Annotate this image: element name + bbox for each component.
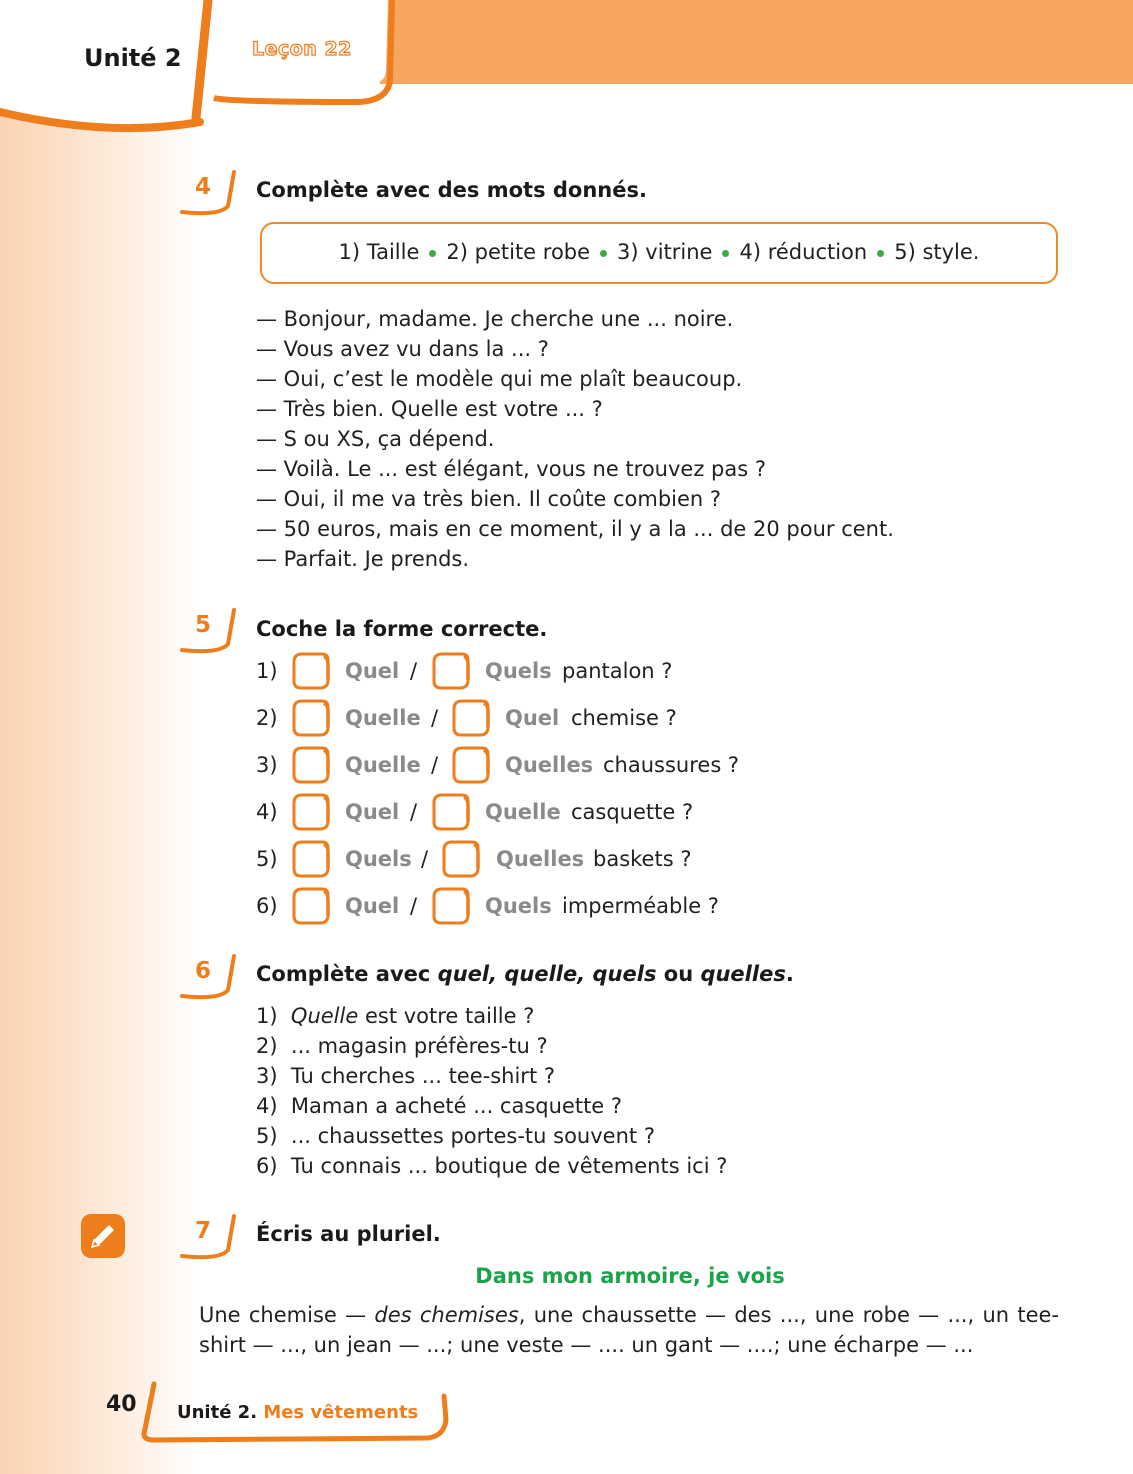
exercise-6-number-text: 6 (194, 958, 211, 984)
text-rest: , une chaussette — des ..., une robe — ..., un tee-shirt — ..., un jean — ...; une veste — .... un gant — ....; une écharpe — ... (199, 1303, 1060, 1357)
dialogue-line: — Bonjour, madame. Je cherche une ... noire. (256, 307, 734, 331)
option-1: Quelle (345, 706, 421, 730)
example-answer: des chemises (374, 1303, 519, 1327)
item-number: 6) (256, 894, 278, 918)
bullet-dot (600, 250, 607, 257)
exercise-5-instruction: Coche la forme correcte. (256, 617, 548, 641)
exercise-6-item: 4) Maman a acheté ... casquette ? (256, 1094, 623, 1118)
item-rest: casquette ? (571, 800, 694, 824)
option-1: Quel (345, 894, 400, 918)
checkbox[interactable] (432, 652, 470, 690)
checkbox[interactable] (452, 746, 490, 784)
slash: / (431, 706, 439, 730)
lesson-badge: Leçon 22 (252, 38, 352, 60)
exercise-7-number (180, 1212, 240, 1262)
exercise-5-number-text: 5 (194, 612, 211, 638)
text-start: Une chemise — (199, 1303, 375, 1327)
instruction-part: Complète avec (256, 962, 438, 986)
option-1: Quel (345, 800, 400, 824)
dialogue-line: — Oui, il me va très bien. Il coûte combien ? (256, 487, 722, 511)
instruction-italic: quel, quelle, quels (437, 962, 657, 986)
slash: / (410, 659, 418, 683)
exercise-6-item: 6) Tu connais ... boutique de vêtements ici ? (256, 1154, 728, 1178)
checkbox[interactable] (292, 699, 330, 737)
word-bank-item: 2) petite robe (446, 240, 591, 264)
option-2: Quels (485, 659, 552, 683)
item-rest: pantalon ? (562, 659, 673, 683)
instruction-part: ou (656, 962, 701, 986)
word-bank-box (260, 222, 1058, 284)
dialogue-line: — Vous avez vu dans la ... ? (256, 337, 549, 361)
dialogue-line: — Oui, c’est le modèle qui me plaît beaucoup. (256, 367, 743, 391)
bullet-dot (877, 250, 884, 257)
slash: / (410, 800, 418, 824)
choice-row (256, 887, 956, 927)
slash: / (431, 753, 439, 777)
checkbox[interactable] (292, 793, 330, 831)
exercise-4-number-text: 4 (194, 174, 211, 200)
example-answer: Quelle (290, 1004, 359, 1028)
checkbox[interactable] (292, 652, 330, 690)
dialogue-line: — S ou XS, ça dépend. (256, 427, 495, 451)
choice-row (256, 840, 956, 880)
instruction-italic: quelles (700, 962, 786, 986)
word-bank-item: 1) Taille (338, 240, 420, 264)
option-2: Quels (485, 894, 552, 918)
exercise-6-instruction (256, 962, 794, 986)
exercise-7-text (199, 1300, 1059, 1360)
bullet-dot (429, 250, 436, 257)
example-rest: est votre taille ? (358, 1004, 535, 1028)
exercise-7-number-text: 7 (194, 1218, 211, 1244)
item-number: 3) (256, 753, 278, 777)
exercise-6-item: 5) ... chaussettes portes-tu souvent ? (256, 1124, 655, 1148)
item-number: 5) (256, 847, 278, 871)
item-rest: chaussures ? (603, 753, 740, 777)
dialogue-line: — Très bien. Quelle est votre ... ? (256, 397, 603, 421)
footer-unit-label: Unité 2. (177, 1402, 264, 1423)
bullet-dot (722, 250, 729, 257)
choice-row (256, 746, 956, 786)
dialogue-line: — 50 euros, mais en ce moment, il y a la ... de 20 pour cent. (256, 517, 894, 541)
checkbox[interactable] (292, 840, 330, 878)
word-bank (262, 240, 1056, 264)
unit-number: 2 (164, 44, 182, 72)
exercise-6-item: 3) Tu cherches ... tee-shirt ? (256, 1064, 555, 1088)
word-bank-item: 3) vitrine (617, 240, 713, 264)
option-1: Quels (345, 847, 412, 871)
checkbox[interactable] (442, 840, 480, 878)
item-rest: chemise ? (571, 706, 677, 730)
exercise-5-number (180, 606, 240, 656)
item-rest: imperméable ? (562, 894, 719, 918)
word-bank-item: 5) style. (894, 240, 980, 264)
checkbox[interactable] (432, 887, 470, 925)
exercise-6-example (256, 1004, 534, 1028)
exercise-4-instruction: Complète avec des mots donnés. (256, 178, 647, 202)
choice-row (256, 699, 956, 739)
header-tabs (0, 0, 420, 140)
dialogue-line: — Parfait. Je prends. (256, 547, 470, 571)
exercise-4-number (180, 168, 240, 218)
choice-row (256, 793, 956, 833)
footer-unit-title (177, 1402, 418, 1423)
item-number: 2) (256, 706, 278, 730)
word-bank-item: 4) réduction (739, 240, 868, 264)
unit-badge (84, 44, 182, 72)
item-rest: baskets ? (593, 847, 692, 871)
item-number: 1) (256, 1004, 278, 1028)
checkbox[interactable] (292, 887, 330, 925)
option-2: Quelle (485, 800, 561, 824)
checkbox[interactable] (292, 746, 330, 784)
option-2: Quelles (505, 753, 594, 777)
option-1: Quel (345, 659, 400, 683)
exercise-7-title: Dans mon armoire, je vois (475, 1264, 785, 1288)
checkbox[interactable] (432, 793, 470, 831)
unit-word: Unité (84, 44, 157, 72)
option-2: Quelles (496, 847, 585, 871)
slash: / (421, 847, 429, 871)
item-number: 1) (256, 659, 278, 683)
item-number: 4) (256, 800, 278, 824)
page-number: 40 (106, 1392, 137, 1417)
exercise-6-item: 2) ... magasin préfères-tu ? (256, 1034, 548, 1058)
choice-row (256, 652, 956, 692)
option-1: Quelle (345, 753, 421, 777)
exercise-7-instruction: Écris au pluriel. (256, 1222, 441, 1246)
exercise-6-number (180, 952, 240, 1002)
checkbox[interactable] (452, 699, 490, 737)
footer-unit-name: Mes vêtements (263, 1402, 419, 1423)
pencil-icon (80, 1213, 126, 1259)
instruction-part: . (785, 962, 794, 986)
header-band (380, 0, 1133, 84)
slash: / (410, 894, 418, 918)
dialogue-line: — Voilà. Le ... est élégant, vous ne trouvez pas ? (256, 457, 766, 481)
option-2: Quel (505, 706, 560, 730)
